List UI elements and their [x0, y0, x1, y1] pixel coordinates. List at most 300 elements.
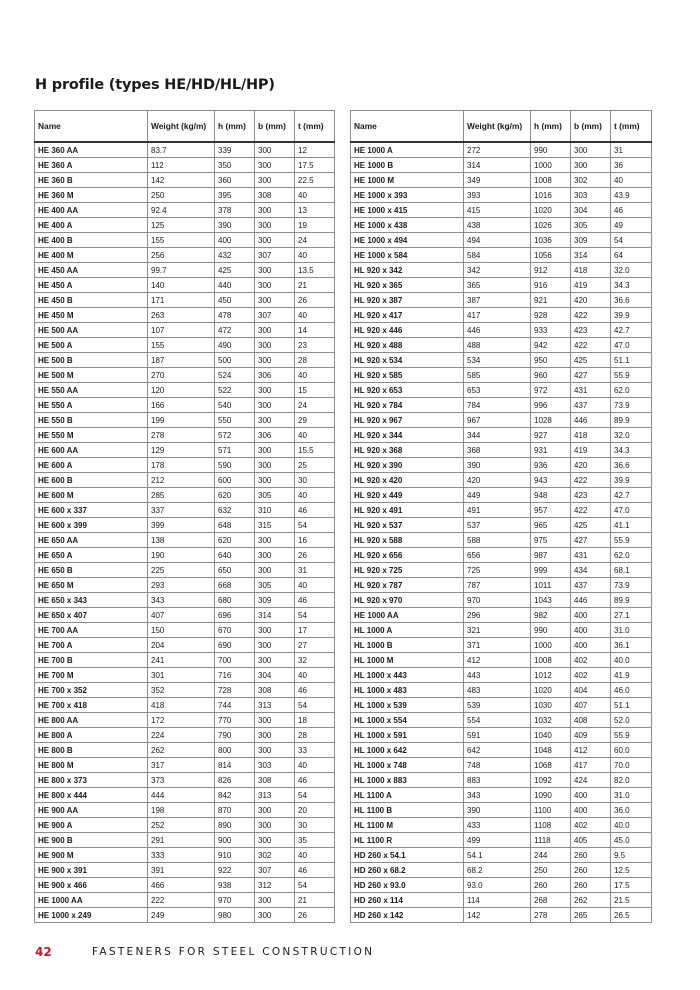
cell-t: 25: [295, 458, 335, 473]
cell-h: 1068: [531, 758, 571, 773]
cell-name: HE 1000 x 584: [351, 248, 464, 263]
cell-name: HL 920 x 390: [351, 458, 464, 473]
cell-name: HE 450 B: [35, 293, 148, 308]
cell-b: 437: [571, 398, 611, 413]
table-row: [35, 233, 335, 248]
cell-name: HE 1000 x 415: [351, 203, 464, 218]
cell-name: HL 1000 x 539: [351, 698, 464, 713]
cell-weight: 584: [464, 248, 531, 263]
col-header-weight: Weight (kg/m): [148, 111, 215, 143]
cell-b: 314: [255, 608, 295, 623]
cell-name: HE 900 AA: [35, 803, 148, 818]
cell-h: 960: [531, 368, 571, 383]
table-row: [35, 353, 335, 368]
cell-t: 60.0: [611, 743, 652, 758]
cell-weight: 407: [148, 608, 215, 623]
cell-name: HE 800 AA: [35, 713, 148, 728]
cell-name: HL 920 x 491: [351, 503, 464, 518]
cell-weight: 54.1: [464, 848, 531, 863]
cell-t: 23: [295, 338, 335, 353]
table-row: [351, 773, 652, 788]
cell-b: 300: [255, 803, 295, 818]
cell-name: HE 1000 AA: [35, 893, 148, 908]
cell-h: 640: [215, 548, 255, 563]
cell-b: 400: [571, 788, 611, 803]
cell-weight: 120: [148, 383, 215, 398]
cell-b: 408: [571, 713, 611, 728]
cell-b: 309: [255, 593, 295, 608]
cell-name: HL 920 x 787: [351, 578, 464, 593]
cell-weight: 285: [148, 488, 215, 503]
table-row: [35, 248, 335, 263]
table-row: [35, 383, 335, 398]
cell-name: HE 900 x 391: [35, 863, 148, 878]
cell-t: 55.9: [611, 368, 652, 383]
table-row: [351, 188, 652, 203]
cell-h: 990: [531, 623, 571, 638]
cell-name: HL 1100 A: [351, 788, 464, 803]
cell-t: 47.0: [611, 338, 652, 353]
cell-t: 40: [295, 248, 335, 263]
cell-name: HE 650 M: [35, 578, 148, 593]
cell-h: 912: [531, 263, 571, 278]
cell-b: 300: [255, 323, 295, 338]
cell-name: HD 260 x 142: [351, 908, 464, 923]
table-row: [35, 773, 335, 788]
table-row: [35, 863, 335, 878]
cell-t: 32: [295, 653, 335, 668]
cell-h: 432: [215, 248, 255, 263]
cell-t: 24: [295, 233, 335, 248]
cell-t: 52.0: [611, 713, 652, 728]
cell-name: HE 400 AA: [35, 203, 148, 218]
page-title: H profile (types HE/HD/HL/HP): [35, 77, 275, 93]
cell-b: 307: [255, 248, 295, 263]
cell-t: 15.5: [295, 443, 335, 458]
cell-name: HL 920 x 725: [351, 563, 464, 578]
cell-h: 1043: [531, 593, 571, 608]
cell-weight: 92.4: [148, 203, 215, 218]
cell-weight: 748: [464, 758, 531, 773]
cell-weight: 272: [464, 142, 531, 158]
cell-h: 814: [215, 758, 255, 773]
table-row: [35, 653, 335, 668]
cell-name: HL 1000 M: [351, 653, 464, 668]
cell-name: HL 920 x 420: [351, 473, 464, 488]
table-row: [351, 488, 652, 503]
cell-t: 33: [295, 743, 335, 758]
table-row: [35, 338, 335, 353]
cell-weight: 252: [148, 818, 215, 833]
cell-h: 1000: [531, 158, 571, 173]
cell-name: HL 1000 B: [351, 638, 464, 653]
cell-t: 41.9: [611, 668, 652, 683]
cell-weight: 656: [464, 548, 531, 563]
table-row: [35, 368, 335, 383]
cell-name: HE 360 AA: [35, 142, 148, 158]
cell-weight: 466: [148, 878, 215, 893]
table-header-row: [35, 111, 335, 143]
cell-weight: 278: [148, 428, 215, 443]
cell-t: 40: [611, 173, 652, 188]
cell-h: 957: [531, 503, 571, 518]
cell-h: 921: [531, 293, 571, 308]
table-body-right: [351, 142, 652, 923]
cell-b: 303: [571, 188, 611, 203]
cell-name: HL 920 x 588: [351, 533, 464, 548]
cell-weight: 483: [464, 683, 531, 698]
cell-weight: 172: [148, 713, 215, 728]
cell-b: 419: [571, 278, 611, 293]
cell-weight: 418: [148, 698, 215, 713]
cell-weight: 883: [464, 773, 531, 788]
cell-name: HL 920 x 417: [351, 308, 464, 323]
table-row: [351, 233, 652, 248]
cell-t: 13: [295, 203, 335, 218]
cell-weight: 212: [148, 473, 215, 488]
cell-name: HE 500 AA: [35, 323, 148, 338]
cell-b: 313: [255, 698, 295, 713]
table-row: [35, 668, 335, 683]
cell-t: 40.0: [611, 818, 652, 833]
cell-name: HL 1000 x 748: [351, 758, 464, 773]
table-row: [35, 608, 335, 623]
cell-name: HE 600 x 337: [35, 503, 148, 518]
cell-name: HL 1000 x 591: [351, 728, 464, 743]
cell-t: 46: [295, 863, 335, 878]
cell-t: 31: [295, 563, 335, 578]
cell-name: HE 650 B: [35, 563, 148, 578]
cell-h: 668: [215, 578, 255, 593]
cell-b: 300: [571, 142, 611, 158]
table-row: [351, 893, 652, 908]
cell-b: 260: [571, 848, 611, 863]
footer-page-number: 42: [35, 945, 52, 959]
table-row: [35, 878, 335, 893]
cell-h: 716: [215, 668, 255, 683]
col-header-t: t (mm): [611, 111, 652, 143]
cell-t: 73.9: [611, 398, 652, 413]
cell-t: 32.0: [611, 263, 652, 278]
cell-b: 434: [571, 563, 611, 578]
col-header-h: h (mm): [215, 111, 255, 143]
col-header-h: h (mm): [531, 111, 571, 143]
cell-weight: 225: [148, 563, 215, 578]
cell-h: 400: [215, 233, 255, 248]
cell-name: HL 920 x 585: [351, 368, 464, 383]
cell-h: 680: [215, 593, 255, 608]
table-row: [351, 548, 652, 563]
cell-weight: 204: [148, 638, 215, 653]
cell-b: 422: [571, 338, 611, 353]
cell-weight: 368: [464, 443, 531, 458]
cell-b: 300: [255, 893, 295, 908]
cell-name: HL 920 x 488: [351, 338, 464, 353]
cell-name: HE 360 A: [35, 158, 148, 173]
cell-weight: 114: [464, 893, 531, 908]
table-row: [35, 323, 335, 338]
cell-b: 423: [571, 488, 611, 503]
table-row: [35, 788, 335, 803]
cell-t: 26: [295, 548, 335, 563]
cell-h: 540: [215, 398, 255, 413]
cell-weight: 371: [464, 638, 531, 653]
cell-t: 40: [295, 758, 335, 773]
table-row: [35, 638, 335, 653]
cell-t: 46: [295, 503, 335, 518]
cell-b: 300: [255, 233, 295, 248]
table-row: [35, 428, 335, 443]
cell-weight: 178: [148, 458, 215, 473]
cell-b: 300: [255, 833, 295, 848]
cell-name: HE 800 M: [35, 758, 148, 773]
cell-b: 300: [255, 713, 295, 728]
cell-name: HL 1000 x 642: [351, 743, 464, 758]
cell-h: 870: [215, 803, 255, 818]
cell-b: 313: [255, 788, 295, 803]
cell-b: 305: [255, 488, 295, 503]
table-row: [35, 443, 335, 458]
cell-h: 572: [215, 428, 255, 443]
cell-h: 1012: [531, 668, 571, 683]
cell-b: 306: [255, 428, 295, 443]
table-row: [35, 818, 335, 833]
cell-t: 26: [295, 908, 335, 923]
cell-h: 980: [215, 908, 255, 923]
cell-b: 300: [255, 218, 295, 233]
footer-title: FASTENERS FOR STEEL CONSTRUCTION: [92, 946, 375, 958]
table-row: [351, 848, 652, 863]
cell-weight: 125: [148, 218, 215, 233]
cell-b: 300: [255, 533, 295, 548]
cell-weight: 155: [148, 233, 215, 248]
table-row: [351, 503, 652, 518]
cell-weight: 591: [464, 728, 531, 743]
cell-h: 650: [215, 563, 255, 578]
cell-h: 250: [531, 863, 571, 878]
cell-t: 54: [295, 518, 335, 533]
table-row: [351, 578, 652, 593]
cell-name: HL 920 x 344: [351, 428, 464, 443]
cell-t: 82.0: [611, 773, 652, 788]
cell-t: 36: [611, 158, 652, 173]
cell-weight: 296: [464, 608, 531, 623]
cell-name: HE 550 M: [35, 428, 148, 443]
cell-b: 312: [255, 878, 295, 893]
cell-weight: 142: [148, 173, 215, 188]
cell-h: 1030: [531, 698, 571, 713]
cell-name: HL 920 x 653: [351, 383, 464, 398]
cell-weight: 393: [464, 188, 531, 203]
cell-weight: 198: [148, 803, 215, 818]
cell-name: HE 400 M: [35, 248, 148, 263]
cell-name: HL 920 x 342: [351, 263, 464, 278]
cell-t: 46: [295, 683, 335, 698]
cell-t: 15: [295, 383, 335, 398]
table-row: [351, 743, 652, 758]
cell-h: 826: [215, 773, 255, 788]
cell-h: 648: [215, 518, 255, 533]
cell-weight: 263: [148, 308, 215, 323]
table-row: [35, 833, 335, 848]
cell-h: 425: [215, 263, 255, 278]
table-row: [351, 563, 652, 578]
table-row: [35, 563, 335, 578]
cell-b: 420: [571, 293, 611, 308]
cell-h: 450: [215, 293, 255, 308]
cell-weight: 784: [464, 398, 531, 413]
cell-b: 409: [571, 728, 611, 743]
cell-h: 982: [531, 608, 571, 623]
cell-t: 40.0: [611, 653, 652, 668]
table-row: [351, 398, 652, 413]
table-row: [351, 368, 652, 383]
cell-t: 36.6: [611, 293, 652, 308]
cell-h: 936: [531, 458, 571, 473]
cell-b: 400: [571, 638, 611, 653]
cell-b: 260: [571, 878, 611, 893]
cell-b: 306: [255, 368, 295, 383]
cell-name: HL 1100 R: [351, 833, 464, 848]
cell-t: 19: [295, 218, 335, 233]
cell-h: 390: [215, 218, 255, 233]
cell-t: 27.1: [611, 608, 652, 623]
cell-weight: 420: [464, 473, 531, 488]
table-row: [351, 413, 652, 428]
cell-h: 1056: [531, 248, 571, 263]
cell-weight: 412: [464, 653, 531, 668]
table-row: [351, 308, 652, 323]
cell-name: HE 600 A: [35, 458, 148, 473]
cell-name: HE 360 B: [35, 173, 148, 188]
cell-t: 41.1: [611, 518, 652, 533]
cell-weight: 99.7: [148, 263, 215, 278]
cell-weight: 443: [464, 668, 531, 683]
table-row: [351, 533, 652, 548]
cell-b: 309: [571, 233, 611, 248]
cell-b: 300: [255, 473, 295, 488]
cell-b: 300: [255, 818, 295, 833]
table-row: [351, 263, 652, 278]
cell-h: 260: [531, 878, 571, 893]
cell-weight: 554: [464, 713, 531, 728]
cell-name: HE 700 x 352: [35, 683, 148, 698]
cell-b: 302: [255, 848, 295, 863]
cell-weight: 585: [464, 368, 531, 383]
cell-b: 404: [571, 683, 611, 698]
cell-t: 40: [295, 428, 335, 443]
cell-b: 422: [571, 308, 611, 323]
cell-b: 314: [571, 248, 611, 263]
table-row: [351, 683, 652, 698]
cell-t: 42.7: [611, 323, 652, 338]
cell-weight: 262: [148, 743, 215, 758]
cell-t: 34.3: [611, 443, 652, 458]
table-row: [351, 908, 652, 923]
cell-t: 45.0: [611, 833, 652, 848]
cell-name: HL 920 x 534: [351, 353, 464, 368]
cell-t: 21: [295, 278, 335, 293]
cell-h: 620: [215, 488, 255, 503]
cell-weight: 444: [148, 788, 215, 803]
cell-b: 422: [571, 503, 611, 518]
cell-h: 620: [215, 533, 255, 548]
cell-h: 938: [215, 878, 255, 893]
cell-b: 300: [255, 383, 295, 398]
cell-weight: 725: [464, 563, 531, 578]
cell-h: 600: [215, 473, 255, 488]
cell-h: 987: [531, 548, 571, 563]
cell-name: HD 260 x 54.1: [351, 848, 464, 863]
table-row: [351, 698, 652, 713]
table-row: [351, 443, 652, 458]
cell-h: 928: [531, 308, 571, 323]
col-header-name: Name: [35, 111, 148, 143]
cell-t: 40: [295, 848, 335, 863]
cell-name: HE 700 x 418: [35, 698, 148, 713]
cell-h: 1032: [531, 713, 571, 728]
cell-h: 790: [215, 728, 255, 743]
cell-name: HE 360 M: [35, 188, 148, 203]
cell-b: 446: [571, 413, 611, 428]
table-row: [35, 683, 335, 698]
cell-t: 31.0: [611, 788, 652, 803]
table-row: [35, 533, 335, 548]
cell-t: 16: [295, 533, 335, 548]
table-row: [35, 728, 335, 743]
table-body-left: [35, 142, 335, 923]
cell-h: 1090: [531, 788, 571, 803]
cell-name: HL 1000 x 554: [351, 713, 464, 728]
cell-weight: 155: [148, 338, 215, 353]
cell-h: 500: [215, 353, 255, 368]
cell-h: 478: [215, 308, 255, 323]
cell-h: 1100: [531, 803, 571, 818]
cell-name: HE 500 A: [35, 338, 148, 353]
cell-b: 308: [255, 683, 295, 698]
cell-name: HL 1000 x 483: [351, 683, 464, 698]
cell-t: 14: [295, 323, 335, 338]
cell-weight: 187: [148, 353, 215, 368]
cell-h: 942: [531, 338, 571, 353]
table-row: [351, 428, 652, 443]
cell-b: 427: [571, 368, 611, 383]
cell-name: HE 700 M: [35, 668, 148, 683]
cell-h: 1020: [531, 683, 571, 698]
cell-t: 54: [295, 878, 335, 893]
cell-b: 300: [255, 142, 295, 158]
cell-h: 1028: [531, 413, 571, 428]
cell-h: 378: [215, 203, 255, 218]
cell-weight: 390: [464, 803, 531, 818]
cell-t: 73.9: [611, 578, 652, 593]
cell-h: 696: [215, 608, 255, 623]
table-row: [351, 218, 652, 233]
cell-b: 437: [571, 578, 611, 593]
cell-t: 34.3: [611, 278, 652, 293]
cell-name: HE 400 B: [35, 233, 148, 248]
cell-t: 40: [295, 578, 335, 593]
table-row: [35, 743, 335, 758]
cell-b: 300: [255, 638, 295, 653]
cell-name: HE 500 M: [35, 368, 148, 383]
cell-b: 265: [571, 908, 611, 923]
cell-b: 300: [255, 413, 295, 428]
cell-t: 27: [295, 638, 335, 653]
cell-name: HE 600 x 399: [35, 518, 148, 533]
cell-b: 308: [255, 773, 295, 788]
table-row: [35, 698, 335, 713]
